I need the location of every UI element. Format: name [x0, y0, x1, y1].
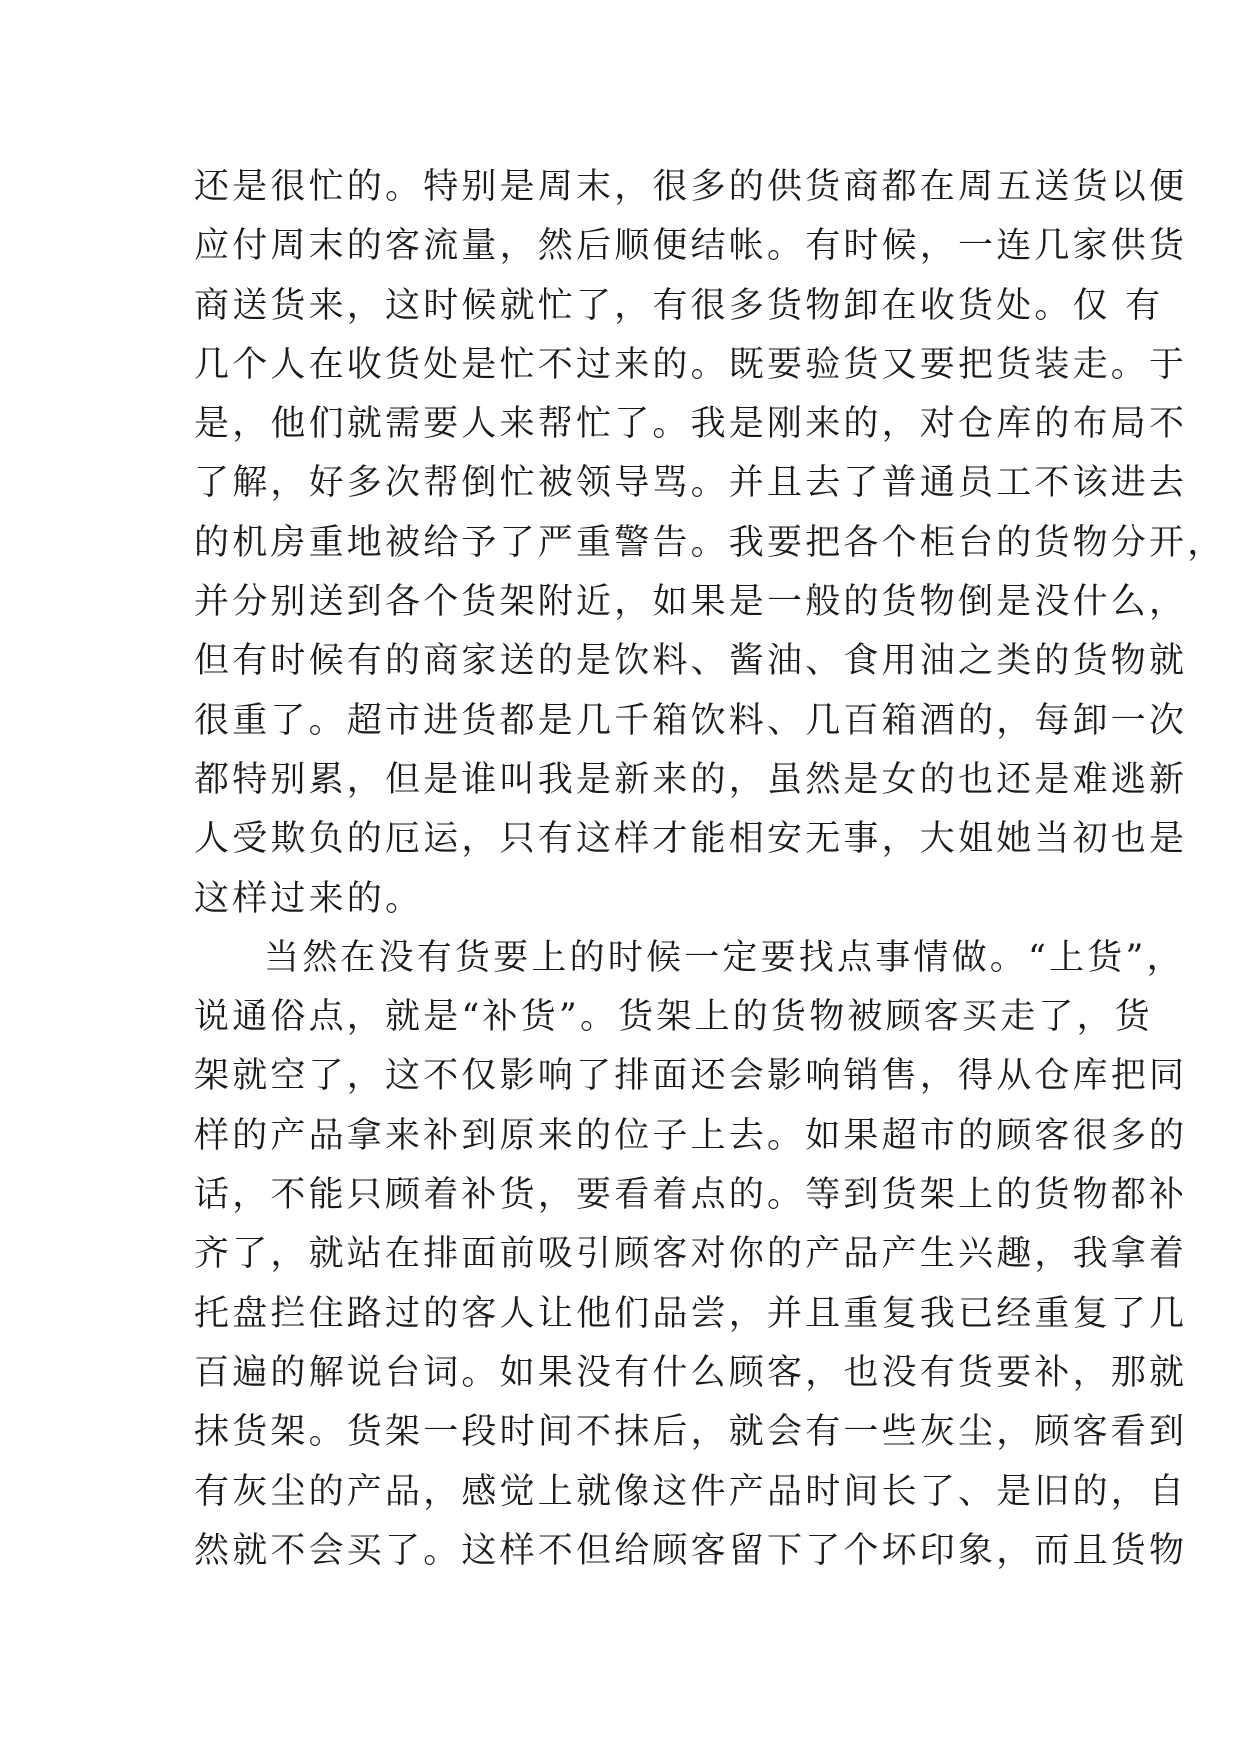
text-line: 架就空了，这不仅影响了排面还会影响销售，得从仓库把同 [194, 1056, 1188, 1097]
text-line: 话，不能只顾着补货，要看着点的。等到货架上的货物都补 [194, 1175, 1188, 1216]
text-line: 应付周末的客流量，然后顺便结帐。有时候，一连几家供货 [194, 226, 1188, 267]
document-body [194, 158, 1226, 1581]
text-line: 是，他们就需要人来帮忙了。我是刚来的，对仓库的布局不 [194, 404, 1188, 445]
text-line: 商送货来，这时候就忙了，有很多货物卸在收货处。仅 有 [194, 285, 1164, 326]
text-line: 当然在没有货要上的时候一定要找点事情做。“上货”， [264, 937, 1185, 978]
paragraph-2 [194, 929, 1188, 1581]
text-line: 人受欺负的厄运，只有这样才能相安无事，大姐她当初也是 [194, 819, 1188, 860]
text-line: 说通俗点，就是“补货”。货架上的货物被顾客买走了，货 [194, 997, 1153, 1038]
text-line: 百遍的解说台词。如果没有什么顾客，也没有货要补，那就 [194, 1352, 1188, 1393]
text-line: 还是很忙的。特别是周末，很多的供货商都在周五送货以便 [194, 167, 1188, 207]
text-line: 很重了。超市进货都是几千箱饮料、几百箱酒的，每卸一次 [194, 700, 1188, 741]
text-line: 几个人在收货处是忙不过来的。既要验货又要把货装走。于 [194, 344, 1188, 385]
text-line: 并分别送到各个货架附近，如果是一般的货物倒是没什么， [194, 582, 1188, 623]
text-line: 然就不会买了。这样不但给顾客留下了个坏印象，而且货物 [194, 1530, 1188, 1571]
text-line: 托盘拦住路过的客人让他们品尝，并且重复我已经重复了几 [194, 1293, 1188, 1334]
paragraph-1 [194, 158, 1226, 929]
text-line: 都特别累，但是谁叫我是新来的，虽然是女的也还是难逃新 [194, 759, 1188, 800]
text-line: 了解，好多次帮倒忙被领导骂。并且去了普通员工不该进去 [194, 463, 1188, 504]
text-line: 抹货架。货架一段时间不抹后，就会有一些灰尘，顾客看到 [194, 1412, 1188, 1453]
text-line: 样的产品拿来补到原来的位子上去。如果超市的顾客很多的 [194, 1115, 1188, 1156]
text-line: 齐了，就站在排面前吸引顾客对你的产品产生兴趣，我拿着 [194, 1234, 1188, 1275]
text-line: 有灰尘的产品，感觉上就像这件产品时间长了、是旧的，自 [194, 1471, 1188, 1512]
text-line: 的机房重地被给予了严重警告。我要把各个柜台的货物分开， [194, 522, 1226, 563]
text-line: 这样过来的。 [194, 878, 424, 919]
text-line: 但有时候有的商家送的是饮料、酱油、食用油之类的货物就 [194, 641, 1188, 682]
